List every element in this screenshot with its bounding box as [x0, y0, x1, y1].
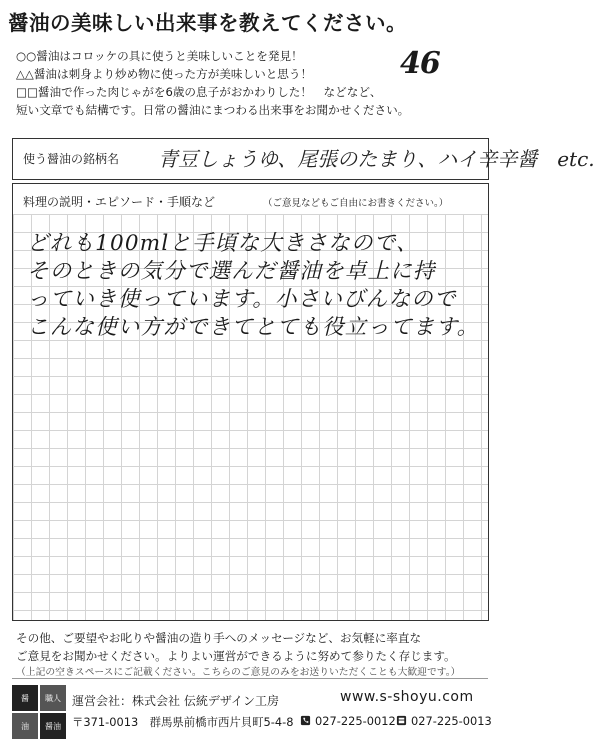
operator-name: 運営会社：株式会社 伝統デザイン工房: [72, 694, 279, 708]
logo-char: 醤油: [40, 713, 66, 739]
episode-text-line: っていき使っています。小さいびんなので: [27, 287, 457, 312]
episode-text-line: こんな使い方ができてとても役立ってます。: [27, 315, 480, 340]
fax-number: [396, 714, 492, 728]
fax-number-text: 027-225-0013: [411, 714, 492, 728]
company-logo: [12, 685, 66, 739]
brand-name-label: 使う醤油の銘柄名: [23, 152, 120, 166]
episode-sublabel: （ご意見などもご自由にお書きください。）: [263, 198, 449, 209]
episode-text-line: そのときの気分で選んだ醤油を卓上に持: [27, 259, 436, 284]
brand-name-field[interactable]: [12, 138, 595, 180]
intro-line-2: △△醤油は刺身より炒め物に使った方が美味しいと思う！: [16, 67, 313, 81]
handwritten-card-number: 46: [400, 46, 440, 81]
footer-line-2: ご意見をお聞かせください。よりよい運営ができるように努めて参りたく存じます。: [16, 649, 456, 663]
footer-note: （上記の空きスペースにご記載ください。こちらのご意見のみをお送りいただくことも大歓迎です。）: [16, 667, 461, 678]
website-link[interactable]: www.s-shoyu.com: [340, 689, 474, 705]
logo-char: 油: [12, 713, 38, 739]
fax-icon: [396, 715, 407, 726]
episode-text-line: どれも100mlと手頃な大きさなので、: [27, 231, 419, 256]
postal-address: 〒371-0013 群馬県前橋市西片貝町5-4-8: [72, 715, 294, 729]
episode-label: 料理の説明・エピソード・手順など: [23, 195, 216, 209]
page-title: 醤油の美味しい出来事を教えてください。: [8, 11, 407, 35]
episode-writing-area[interactable]: [12, 183, 489, 621]
phone-number-text: 027-225-0012: [315, 714, 396, 728]
intro-line-4: 短い文章でも結構です。日常の醤油にまつわる出来事をお聞かせください。: [16, 103, 410, 117]
logo-char: 職人: [40, 685, 66, 711]
brand-name-value: 青豆しょうゆ、尾張のたまり、ハイ辛辛醤 etc.: [158, 147, 595, 171]
footer-line-1: その他、ご要望やお叱りや醤油の造り手へのメッセージなど、お気軽に率直な: [16, 631, 422, 645]
phone-icon: [300, 715, 311, 726]
logo-char: 醤: [12, 685, 38, 711]
footer-divider: [12, 678, 488, 679]
episode-header: [13, 184, 488, 214]
phone-number: [300, 714, 396, 728]
intro-line-1: ○○醤油はコロッケの具に使うと美味しいことを発見！: [16, 49, 303, 63]
intro-line-3: □□醤油で作った肉じゃがを6歳の息子がおかわりした！ などなど、: [16, 85, 382, 99]
